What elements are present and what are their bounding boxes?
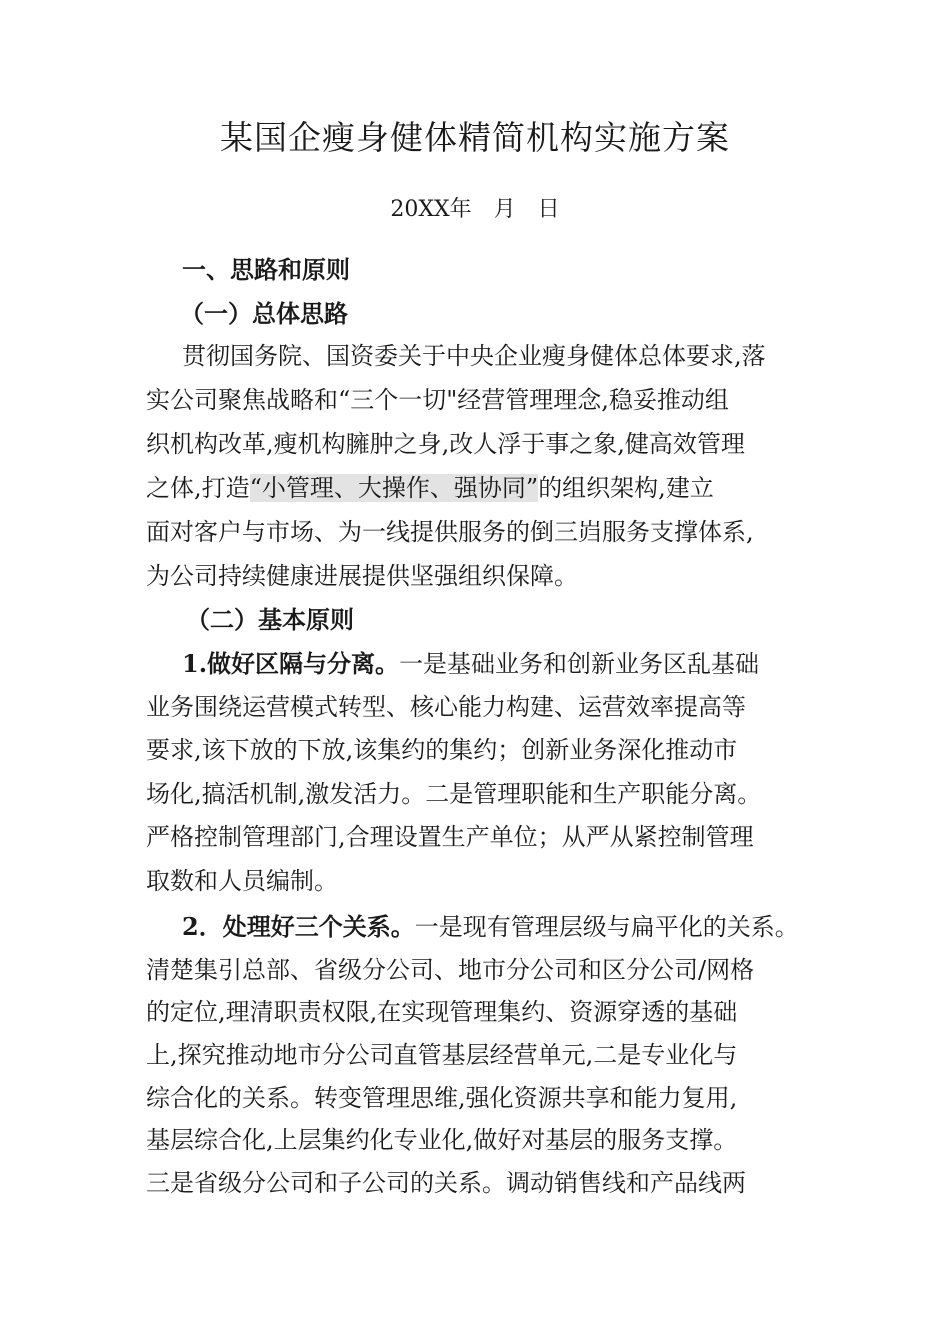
section-heading-principles: 一、思路和原则 bbox=[182, 255, 350, 284]
text-segment: 之体,打造 bbox=[146, 474, 250, 502]
paragraph-overall-approach bbox=[146, 334, 836, 598]
text-line: 严格控制管理部门,合理设置生产单位；从严从紧控制管理 bbox=[146, 823, 754, 852]
subsection-heading-overall-approach: （一）总体思路 bbox=[180, 299, 348, 328]
text-line: 基层综合化,上层集约化专业化,做好对基层的服务支撑。 bbox=[146, 1126, 738, 1155]
text-segment: 一是基础业务和创新业务区乱基础 bbox=[399, 650, 760, 678]
text-line: 织机构改革,瘦机构臃肿之身,改人浮于事之象,健高效管理 bbox=[146, 430, 745, 458]
text-line: 为公司持续健康进展提供坚强组织保障。 bbox=[146, 562, 578, 590]
text-line: 实公司聚焦战略和“三个一切"经营管理理念,稳妥推动组 bbox=[146, 386, 729, 414]
subsection-heading-basic-principles: （二）基本原则 bbox=[186, 605, 354, 634]
text-line: 要求,该下放的下放,该集约的集约；创新业务深化推动市 bbox=[146, 736, 738, 765]
text-line: 的定位,理清职责权限,在实现管理集约、资源穿透的基础 bbox=[146, 998, 738, 1027]
text-line: 上,探究推动地市分公司直管基层经营单元,二是专业化与 bbox=[146, 1041, 738, 1070]
highlighted-phrase: “小管理、大操作、强协同” bbox=[249, 474, 539, 502]
text-segment: 一是现有管理层级与扁平化的关系。 bbox=[414, 913, 799, 941]
principle-lead: 2．处理好三个关系。 bbox=[182, 912, 415, 941]
paragraph-three-relations-principle bbox=[146, 906, 836, 1205]
text-line bbox=[146, 906, 836, 949]
text-line: 清楚集引总部、省级分公司、地市分公司和区分公司/网格 bbox=[146, 955, 755, 984]
document-title: 某国企瘦身健体精简机构实施方案 bbox=[220, 118, 730, 157]
text-line: 三是省级分公司和子公司的关系。调动销售线和产品线两 bbox=[146, 1169, 746, 1198]
paragraph-separation-principle bbox=[146, 642, 836, 904]
text-line: 面对客户与市场、为一线提供服务的倒三岿服务支撑体系, bbox=[146, 518, 754, 546]
text-line: 综合化的关系。转变管理思维,强化资源共享和能力复用, bbox=[146, 1083, 738, 1112]
text-line: 取数和人员编制。 bbox=[146, 866, 338, 895]
text-line: 贯彻国务院、国资委关于中央企业瘦身健体总体要求,落 bbox=[182, 342, 766, 370]
text-line bbox=[146, 642, 836, 686]
principle-lead: 1.做好区隔与分离。 bbox=[182, 649, 400, 678]
text-segment: 的组织架构,建立 bbox=[538, 474, 714, 502]
text-line: 场化,搞活机制,激发活力。二是管理职能和生产职能分离。 bbox=[146, 779, 762, 808]
text-line bbox=[146, 466, 836, 510]
document-date: 20XX年 月 日 bbox=[390, 197, 560, 222]
text-line: 业务围绕运营模式转型、核心能力构建、运营效率提高等 bbox=[146, 692, 746, 721]
